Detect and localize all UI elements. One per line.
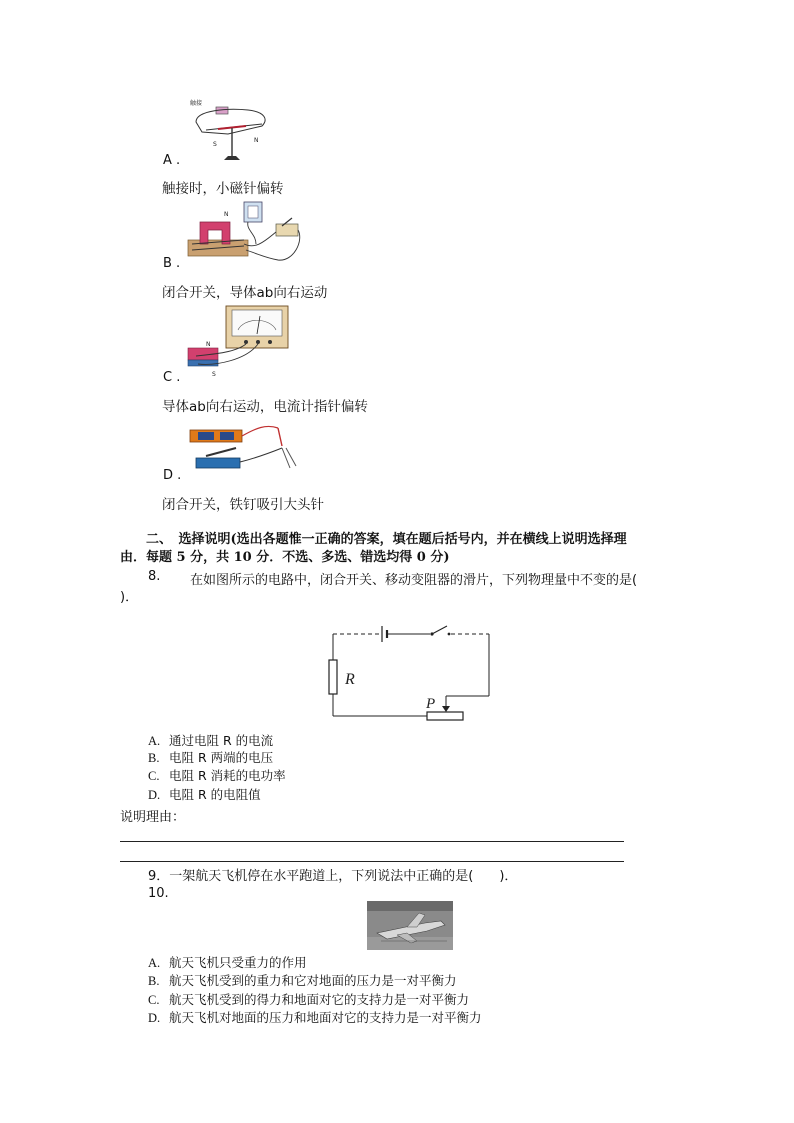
q8-choice-d: [148, 785, 261, 803]
q9-choice-a: [148, 953, 307, 971]
figure-a-touch-label: 触接: [190, 100, 203, 107]
q8-choice-a: [148, 731, 273, 749]
q9-choice-d-label: D.: [148, 1011, 161, 1025]
figure-c-galvanometer: [186, 304, 298, 378]
option-c-caption: 导体ab向右运动，电流计指针偏转: [162, 399, 368, 415]
figure-a-n-label: N: [254, 137, 259, 144]
q8-choice-a-text: 通过电阻 R 的电流: [169, 733, 274, 748]
q8-choice-d-label: D.: [148, 788, 161, 802]
q8-number: 8.: [148, 569, 161, 584]
q9-choice-a-text: 航天飞机只受重力的作用: [169, 955, 307, 970]
figure-b-n-label: N: [224, 211, 229, 218]
figure-d-electromagnet: [186, 418, 302, 478]
option-c-letter: C .: [163, 370, 181, 385]
q10-number: 10.: [148, 886, 169, 901]
q8-choice-d-text: 电阻 R 的电阻值: [169, 787, 261, 802]
q8-choice-b-text: 电阻 R 两端的电压: [169, 750, 274, 765]
option-a-caption: 触接时，小磁针偏转: [162, 181, 284, 197]
option-b-caption: 闭合开关，导体ab向右运动: [162, 285, 328, 301]
q8-choice-c-text: 电阻 R 消耗的电功率: [169, 768, 286, 783]
q8-text-line1: 在如图所示的电路中，闭合开关、移动变阻器的滑片，下列物理量中不变的是(: [190, 573, 638, 588]
figure-c-n-label: N: [206, 341, 211, 348]
q8-choice-b: [148, 748, 273, 766]
q8-reason-label: 说明理由：: [120, 810, 186, 825]
option-d-caption: 闭合开关，铁钉吸引大头针: [162, 497, 324, 513]
q9-choice-b: [148, 971, 457, 989]
option-b-letter: B .: [163, 256, 181, 271]
figure-a-s-label: S: [213, 141, 217, 148]
q9-choice-d-text: 航天飞机对地面的压力和地面对它的支持力是一对平衡力: [169, 1010, 482, 1025]
q9-choice-b-text: 航天飞机受到的重力和它对地面的压力是一对平衡力: [169, 973, 457, 988]
figure-c-s-label: S: [212, 371, 216, 378]
q8-choice-a-label: A.: [148, 734, 161, 748]
section-2-title-line2: 由．每题 5 分，共 10 分．不选、多选、错选均得 0 分): [120, 550, 450, 565]
figure-a-oersted: [188, 96, 278, 168]
q9-choice-c-label: C.: [148, 993, 160, 1007]
option-d-letter: D .: [163, 468, 182, 483]
q9-text: 9．一架航天飞机停在水平跑道上，下列说法中正确的是( )．: [148, 869, 518, 884]
q9-choice-c-text: 航天飞机受到的得力和地面对它的支持力是一对平衡力: [169, 992, 470, 1007]
q8-choice-b-label: B.: [148, 751, 160, 765]
figure-b-motor: [186, 200, 306, 270]
circuit-slider-label: P: [426, 696, 436, 712]
q9-choice-c: [148, 990, 469, 1008]
q9-choice-b-label: B.: [148, 974, 160, 988]
option-a-letter: A .: [163, 153, 181, 168]
q8-text-line2: )．: [120, 590, 139, 605]
section-2-title-line1: 二、 选择说明(选出各题惟一正确的答案，填在题后括号内，并在横线上说明选择理: [146, 532, 627, 547]
circuit-resistor-label: R: [345, 671, 355, 688]
answer-line-2[interactable]: [120, 861, 624, 862]
q8-circuit-diagram: [325, 622, 495, 724]
q9-choice-d: [148, 1008, 482, 1026]
shuttle-photo: [367, 901, 453, 950]
q8-choice-c: [148, 766, 286, 784]
q9-choice-a-label: A.: [148, 956, 161, 970]
answer-line-1[interactable]: [120, 841, 624, 842]
q8-choice-c-label: C.: [148, 769, 160, 783]
